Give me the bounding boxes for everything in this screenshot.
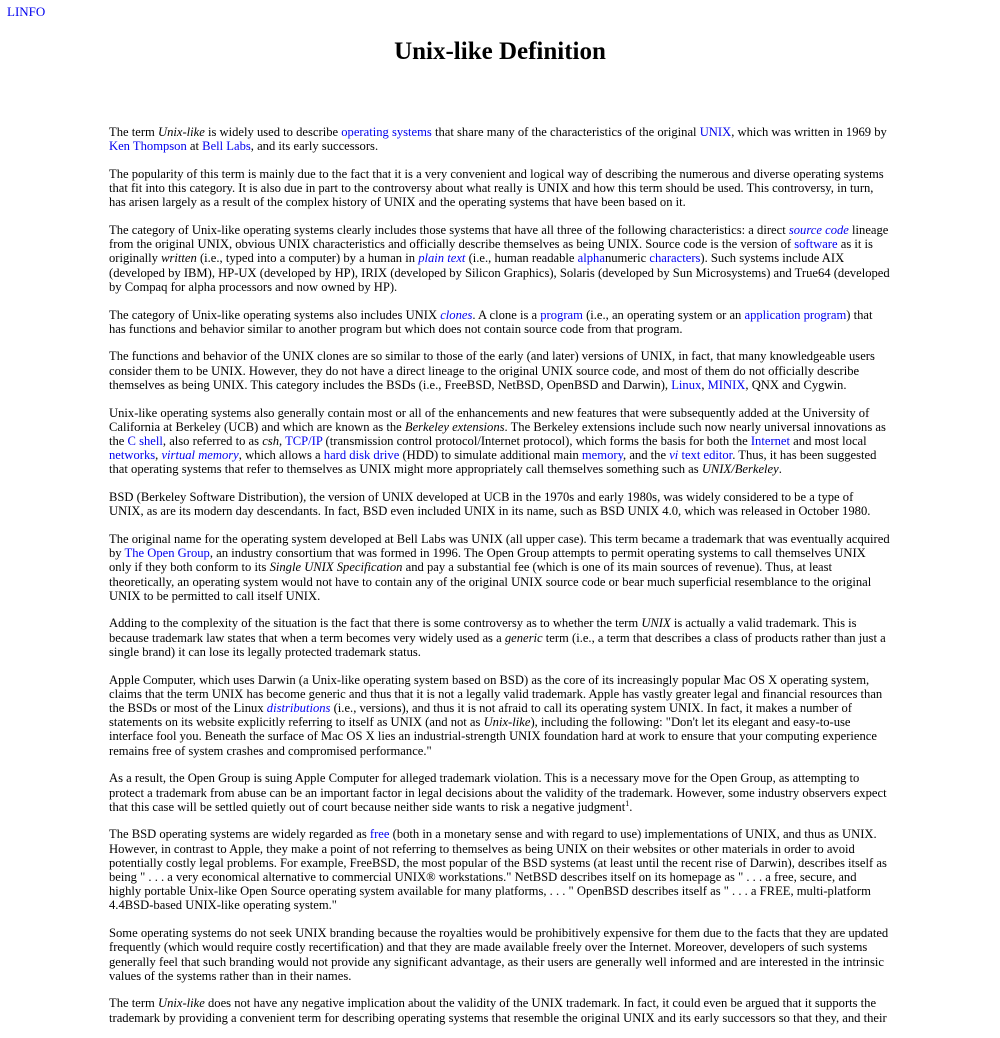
paragraph (109, 125, 891, 153)
body-text: ), including the following: "Don't let its elegant and easy-to-use interface fool you. Beneath the surface of Mac OS X lies an industrial-strength UNIX foundation hard at work to ensure that your computing experience remains free of system crashes and compromised performance." (109, 715, 877, 758)
body-text: numeric (604, 251, 650, 266)
body-text: , QNX and Cygwin. (745, 377, 847, 392)
link-ken-thompson[interactable]: Ken Thompson (109, 139, 187, 154)
body-text: as it is originally (109, 237, 873, 266)
body-text: , and its early successors. (250, 139, 379, 154)
body-text: is actually a valid trademark. This is because trademark law states that when a term becomes very widely used as a (109, 616, 857, 645)
body-text: (i.e., human readable (465, 251, 578, 266)
link-vi[interactable]: vi (669, 448, 679, 463)
body-text: The category of Unix-like operating systems clearly includes those systems that have all three of the following characteristics: a direct (109, 223, 789, 238)
body-text: BSD (Berkeley Software Distribution), the version of UNIX developed at UCB in the 1970s and early 1980s, was widely considered to be a type of UNIX, as are its modern day descendants. In fact, BSD even included UNIX in its name, such as BSD UNIX 4.0, which was released in October 1980. (109, 490, 871, 519)
body-text: lineage from the original UNIX, obvious UNIX characteristics and officially describe themselves as being UNIX. Source code is the version of (109, 223, 889, 252)
link-source-code[interactable]: source code (788, 223, 849, 238)
paragraph (109, 406, 891, 477)
emphasis-text: Berkeley extensions (404, 419, 505, 434)
body-text: (i.e., an operating system or an (582, 307, 745, 322)
body-text: The term (109, 125, 158, 139)
link-unix[interactable]: UNIX (699, 125, 732, 139)
link-linux[interactable]: Linux (671, 377, 702, 392)
body-text: ) that has functions and behavior similar to another program but which does not contain source code from that program. (109, 307, 873, 336)
page-title: Unix-like Definition (394, 38, 606, 65)
body-text: . Thus, it has been suggested that operating systems that refer to themselves as UNIX might more appropriately call themselves something such as (109, 448, 877, 477)
emphasis-text: Unix-like (483, 715, 531, 730)
link-bell-labs[interactable]: Bell Labs (202, 139, 251, 154)
body-text: , (155, 448, 162, 463)
body-text: (i.e., typed into a computer) by a human in (196, 251, 419, 266)
emphasis-text: generic (504, 630, 543, 645)
emphasis-text: Single UNIX Specification (269, 560, 403, 575)
link-application-program[interactable]: application program (744, 307, 847, 322)
link-virtual-memory[interactable]: virtual memory (161, 448, 239, 463)
body-text: The original name for the operating system developed at Bell Labs was UNIX (all upper case). This term became a trademark that was eventually acquired by (109, 531, 890, 561)
link-clones[interactable]: clones (440, 307, 473, 322)
paragraph (109, 490, 891, 518)
body-text: at (186, 139, 203, 154)
body-text: , an industry consortium that was formed in 1996. The Open Group attempts to permit operating systems to call themselves UNIX only if they both conform to its (109, 546, 866, 575)
body-text: , (701, 377, 708, 392)
body-text: , also referred to as (162, 433, 263, 448)
body-text: that share many of the characteristics of the original (431, 125, 700, 139)
paragraph (109, 349, 891, 392)
body-text: . A clone is a (472, 307, 541, 322)
article-body (109, 125, 891, 1038)
body-text: The BSD operating systems are widely regarded as (109, 827, 370, 842)
link-plain-text[interactable]: plain text (418, 251, 466, 266)
link-minix[interactable]: MINIX (707, 377, 746, 392)
link-program[interactable]: program (540, 307, 583, 322)
body-text: (transmission control protocol/Internet protocol), which forms the basis for both the (322, 433, 751, 448)
link-networks[interactable]: networks (109, 448, 156, 463)
body-text: (both in a monetary sense and with regard to use) implementations of UNIX, and thus as UNIX. However, in contrast to Apple, they make a point of not referring to themselves as being UNIX on their websites or other materials in order to avoid potentially costly legal problems. For example, FreeBSD, the most popular of the BSD systems (at least until the recent rise of Darwin), describes itself as being " . . . a very economical alternative to commercial UNIX® workstations." NetBSD describes itself on its homepage as " . . . a free, secure, and highly portable Unix-like Open Source operating system available for many platforms, . . . " OpenBSD describes itself as " . . . a FREE, multi-platform 4.4BSD-based UNIX-like operating system." (109, 827, 887, 913)
link-free[interactable]: free (369, 827, 390, 842)
link-characters[interactable]: characters (649, 251, 701, 266)
home-link[interactable]: LINFO (7, 4, 46, 19)
body-text: , (279, 433, 286, 448)
body-text: is widely used to describe (204, 125, 342, 139)
body-text: , which was written in 1969 by (731, 125, 887, 139)
body-text: Some operating systems do not seek UNIX branding because the royalties would be prohibitively expensive for them due to the facts that they are updated frequently (which would require costly recertification) and that they are made available freely over the Internet. Moreover, developers of such systems generally feel that such branding would not provide any significant advantage, as their users are generally well informed and are interested in the intrinsic values of the systems rather than in their names. (109, 926, 889, 983)
paragraph (109, 616, 891, 659)
body-text: . The Berkeley extensions include such now nearly universal innovations as the (109, 419, 886, 448)
body-text: . (629, 799, 633, 814)
body-text: (HDD) to simulate additional main (399, 448, 582, 463)
body-text: The term (109, 996, 158, 1011)
link-c-shell[interactable]: C shell (127, 433, 163, 448)
body-text: Adding to the complexity of the situation is the fact that there is some controversy as to whether the term (109, 616, 642, 631)
emphasis-text: csh (262, 433, 279, 448)
link-internet[interactable]: Internet (750, 433, 791, 448)
body-text: and most local (790, 433, 867, 448)
paragraph (109, 167, 891, 210)
paragraph (109, 996, 891, 1024)
link-tcp-ip[interactable]: TCP/IP (285, 433, 323, 448)
body-text: ). Such systems include AIX (developed by IBM), HP-UX (developed by HP), IRIX (developed by Silicon Graphics), Solaris (developed by Sun Microsystems) and True64 (developed by Compaq for alpha processors and now owned by HP). (109, 251, 890, 294)
body-text: does not have any negative implication about the validity of the UNIX trademark. In fact, it could even be argued that it supports the trademark by providing a convenient term for describing operating systems that resemble the original UNIX and its early successors so that they, and their (109, 996, 887, 1025)
paragraph (109, 771, 891, 814)
body-text: As a result, the Open Group is suing Apple Computer for alleged trademark violation. This is a necessary move for the Open Group, as attempting to protect a trademark from abuse can be an important factor in legal decisions about the validity of the trademark. However, some industry observers expect that this case will be settled quietly out of court because neither side wants to risk a negative judgment (109, 771, 887, 814)
emphasis-text: Unix-like (157, 996, 205, 1011)
link-hard-disk-drive[interactable]: hard disk drive (323, 448, 400, 463)
footnote-marker: 1 (625, 798, 630, 808)
emphasis-text: UNIX (641, 616, 671, 631)
link-operating-systems[interactable]: operating systems (341, 125, 432, 139)
link-memory[interactable]: memory (581, 448, 624, 463)
body-text: The functions and behavior of the UNIX clones are so similar to those of the early (and later) versions of UNIX, in fact, that many knowledgeable users consider them to be UNIX. However, they do not have a direct lineage to the original UNIX source code, and most of them do not officially describe themselves as being UNIX. This category includes the BSDs (i.e., FreeBSD, NetBSD, OpenBSD and Darwin), (109, 349, 875, 392)
link-the-open-group[interactable]: The Open Group (124, 546, 210, 561)
emphasis-text: Unix-like (157, 125, 205, 139)
emphasis-text: written (161, 251, 197, 266)
body-text: term (i.e., a term that describes a class of products rather than just a single brand) it can lose its legally protected trademark status. (109, 630, 886, 659)
body-text: Apple Computer, which uses Darwin (a Unix-like operating system based on BSD) as the core of its increasingly popular Mac OS X operating system, claims that the term UNIX has become generic and thus that it is not a legally valid trademark. Apple has vastly greater legal and financial resources than the BSDs or most of the Linux (109, 672, 883, 715)
body-text: and pay a substantial fee (which is one of its main sources of revenue). Thus, at least theoretically, an operating system would not have to contain any of the original UNIX source code or bear much superficial resemblance to the original UNIX to be permitted to call itself UNIX. (109, 560, 872, 603)
paragraph (109, 308, 891, 336)
paragraph (109, 532, 891, 603)
body-text: , and the (623, 448, 670, 463)
paragraph (109, 223, 891, 294)
link-software[interactable]: software (794, 237, 838, 252)
link-alpha[interactable]: alpha (577, 251, 605, 266)
emphasis-text: UNIX/Berkeley (701, 462, 779, 477)
link-text-editor[interactable]: text editor (681, 448, 733, 463)
paragraph (109, 926, 891, 983)
body-text: The category of Unix-like operating systems also includes UNIX (109, 307, 441, 322)
body-text: . (778, 462, 782, 477)
body-text: Unix-like operating systems also generally contain most or all of the enhancements and new features that were subsequently added at the University of California at Berkeley (UCB) and which are known as the (109, 405, 870, 434)
body-text: , which allows a (238, 448, 324, 463)
link-distributions[interactable]: distributions (266, 701, 331, 715)
body-text: (i.e., versions), and thus it is not afraid to call its operating system UNIX. In fact, it makes a number of statements on its website explicitly referring to itself as UNIX (and not as (109, 701, 852, 730)
paragraph (109, 673, 891, 758)
body-text: The popularity of this term is mainly due to the fact that it is a very convenient and logical way of describing the numerous and diverse operating systems that fit into this category. It is also due in part to the controversy about what really is UNIX and how this term should be used. This controversy, in turn, has arisen largely as a result of the complex history of UNIX and the operating systems that have been based on it. (109, 166, 884, 210)
paragraph (109, 827, 891, 912)
